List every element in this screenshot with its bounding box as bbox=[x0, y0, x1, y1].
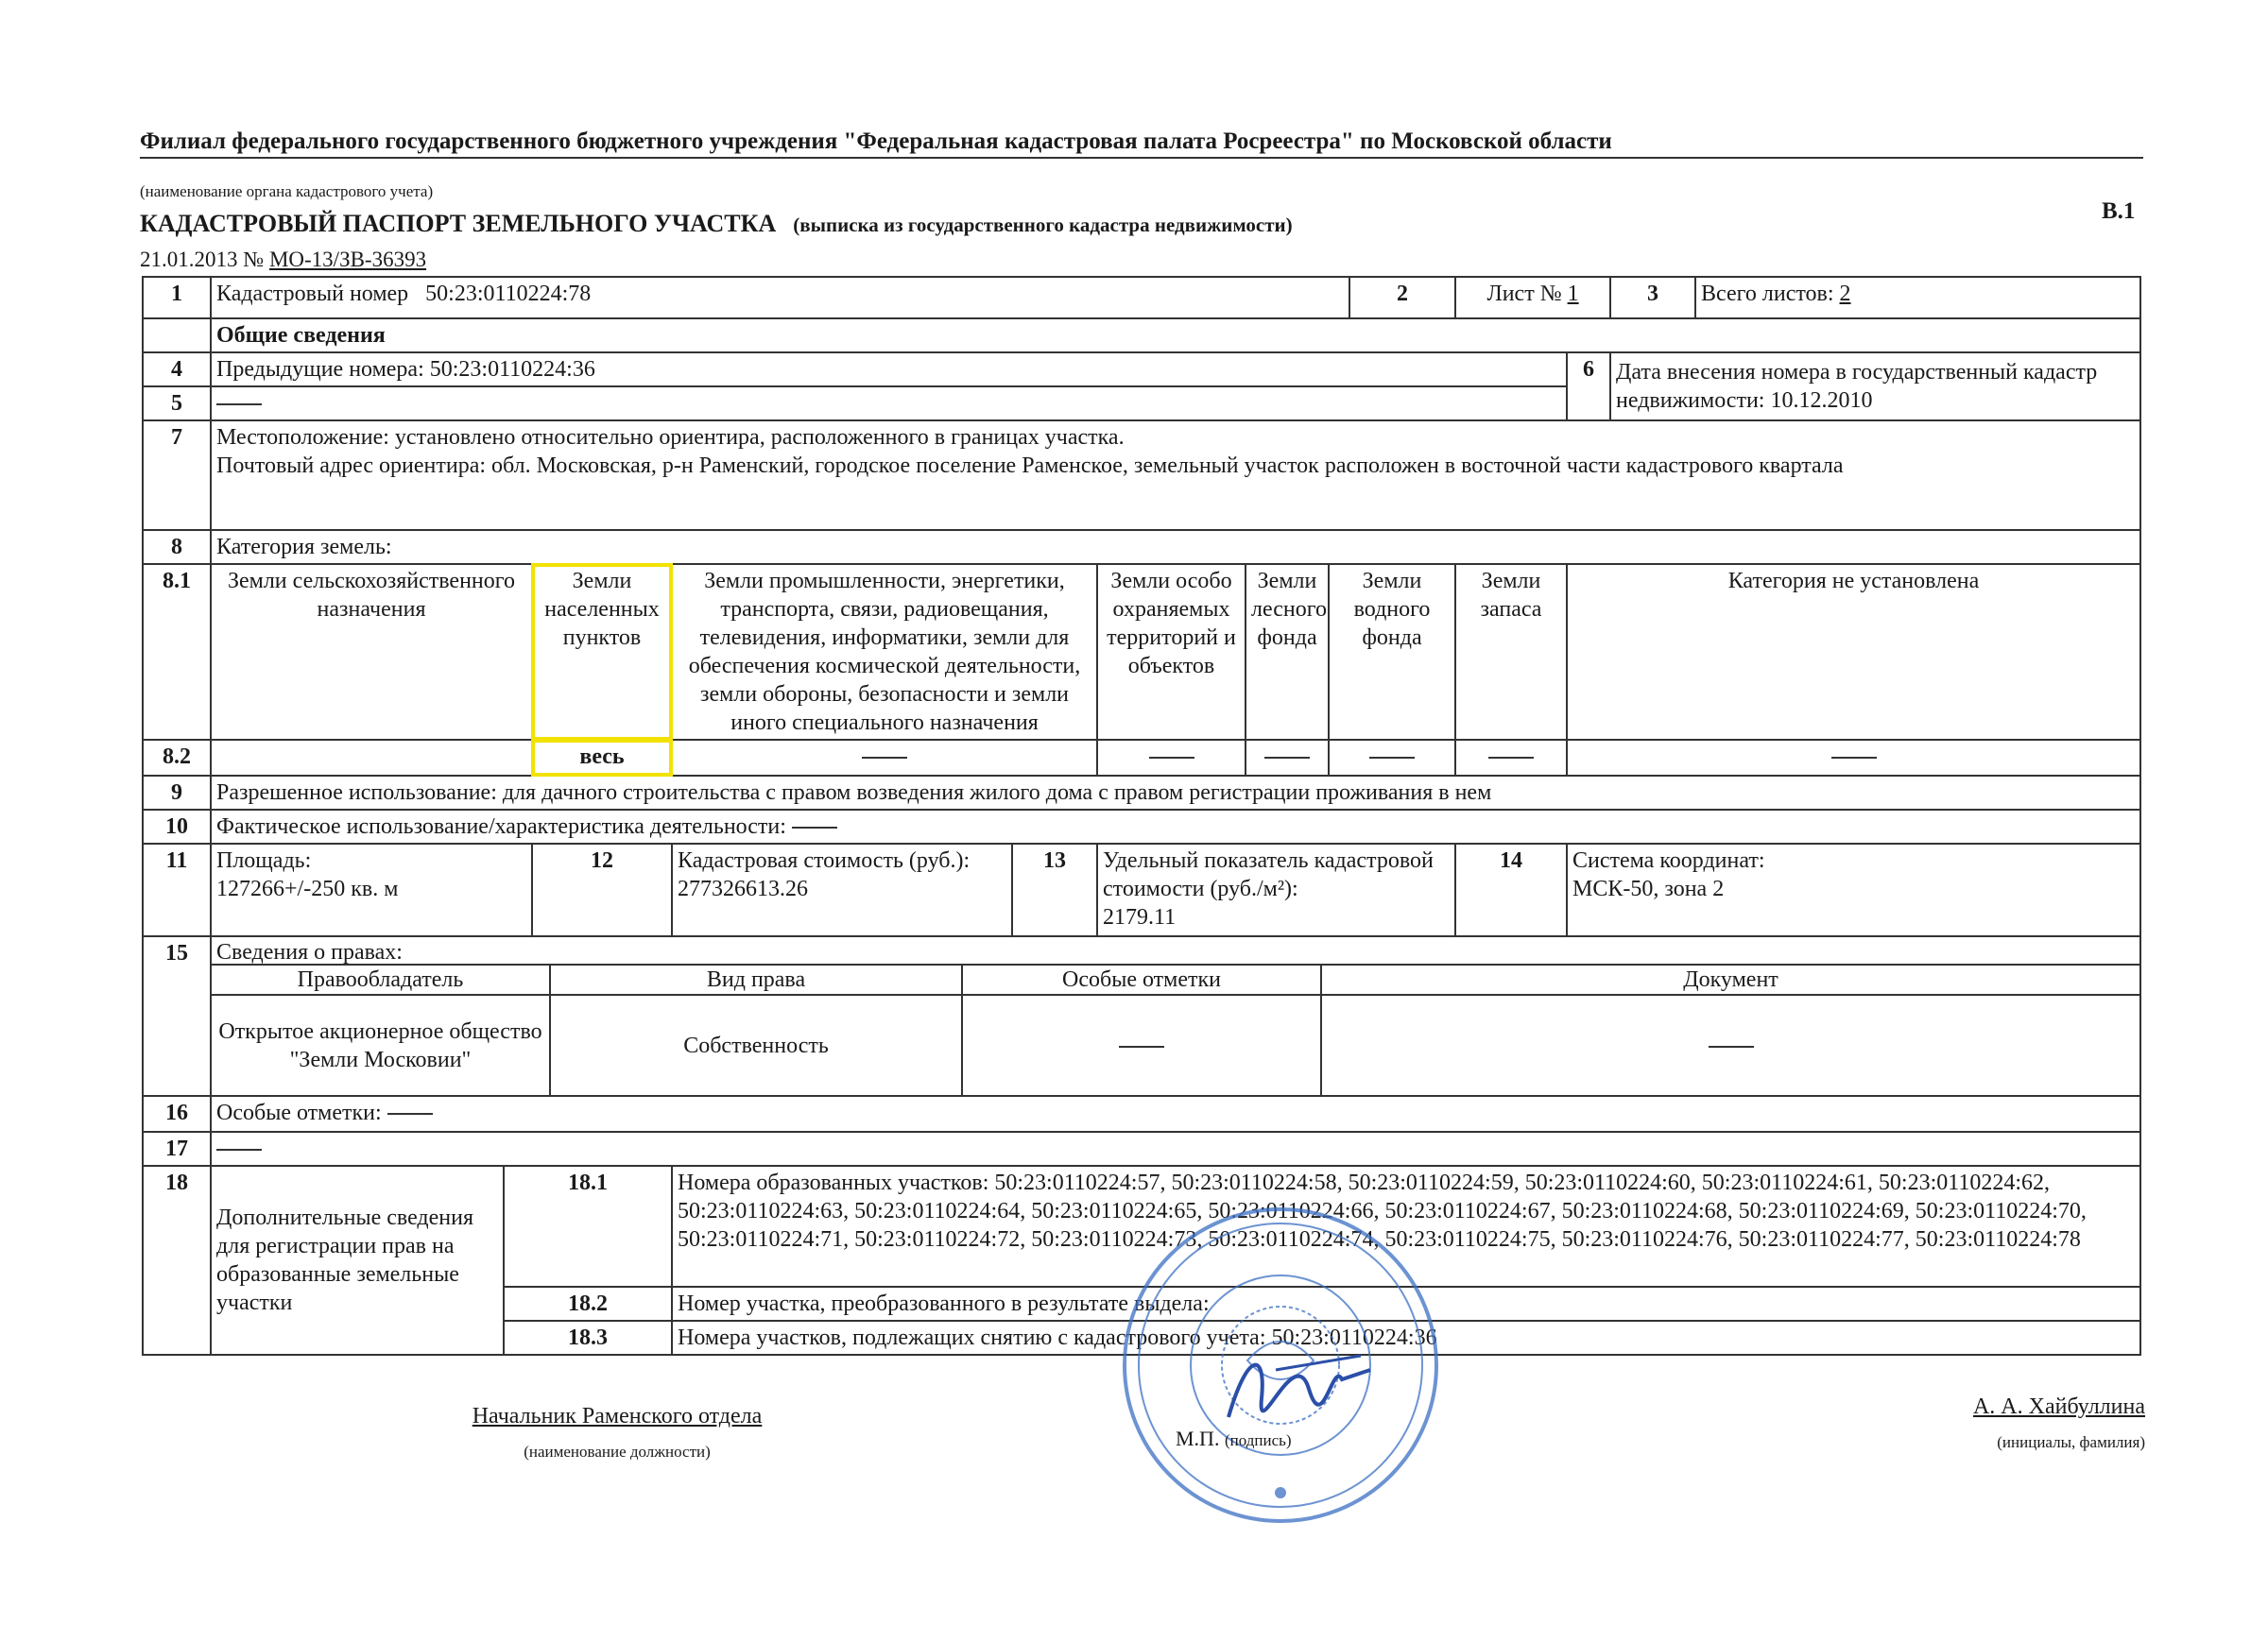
dash-mark bbox=[1264, 757, 1310, 759]
dash-cell bbox=[1097, 740, 1246, 776]
row-number: 9 bbox=[143, 776, 211, 810]
rights-title: Сведения о правах: bbox=[212, 937, 2139, 966]
entry-date: Дата внесения номера в государственный кадастр недвижимости: 10.12.2010 bbox=[1610, 352, 2140, 420]
location-cell bbox=[211, 420, 2140, 530]
sign-note: (подпись) bbox=[1224, 1431, 1292, 1449]
rights-header-holder: Правообладатель bbox=[212, 966, 550, 995]
general-info-heading: Общие сведения bbox=[211, 318, 2140, 352]
formed-parcels: Номера образованных участков: 50:23:0110224:57, 50:23:0110224:58, 50:23:0110224:59, 50:23:0110224:60, 50:23:0110224:61, 50:23:0110224:62, 50:23:0110224:63, 50:23:0110224:64, 50:23:0110224:65, 50:23:0110224:66, 50:23:0110224:67, 50:23:0110224:68, 50:23:0110224:69, 50:23:0110224:70, 50:23:0110224:71, 50:23:0110224:72, 50:23:0110224:73, 50:23:0110224:74, 50:23:0110224:75, 50:23:0110224:76, 50:23:0110224:77, 50:23:0110224:78 bbox=[672, 1166, 2140, 1287]
row-number: 15 bbox=[143, 936, 211, 1096]
empty-cell bbox=[143, 318, 211, 352]
rights-document bbox=[1321, 995, 2139, 1095]
rights-row bbox=[212, 995, 2139, 1095]
category-industrial: Земли промышленности, энергетики, транспорта, связи, радиовещания, телевидения, информатики, земли для обеспечения космической деятельности, земли обороны, безопасности и земли иного специального назначения bbox=[672, 564, 1097, 740]
previous-numbers: Предыдущие номера: 50:23:0110224:36 bbox=[211, 352, 1567, 386]
dash-cell bbox=[1329, 740, 1455, 776]
row-number: 10 bbox=[143, 810, 211, 844]
rights-notes bbox=[962, 995, 1321, 1095]
rights-type: Собственность bbox=[550, 995, 962, 1095]
category-settlements: Земли населенных пунктов bbox=[532, 564, 672, 740]
rights-table bbox=[212, 966, 2139, 1095]
row-number: 18.1 bbox=[504, 1166, 672, 1287]
actual-use-label: Фактическое использование/характеристика деятельности: bbox=[216, 814, 786, 839]
row-number: 1 bbox=[143, 277, 211, 318]
row-number: 5 bbox=[143, 386, 211, 420]
total-sheets-value: 2 bbox=[1839, 282, 1851, 306]
empty-cell bbox=[211, 740, 532, 776]
actual-use bbox=[211, 810, 2140, 844]
row-number: 2 bbox=[1349, 277, 1455, 318]
additional-info-label: Дополнительные сведения для регистрации прав на образованные земельные участки bbox=[211, 1166, 504, 1355]
cadastral-cost-cell bbox=[672, 844, 1012, 936]
dash-mark bbox=[1488, 757, 1534, 759]
rights-cell bbox=[211, 936, 2140, 1096]
total-sheets-cell bbox=[1695, 277, 2140, 318]
row-15 bbox=[143, 936, 2140, 1096]
signatory-name bbox=[1890, 1394, 2145, 1452]
row-number: 18.2 bbox=[504, 1287, 672, 1321]
rights-header-type: Вид права bbox=[550, 966, 962, 995]
cadastral-number-value: 50:23:0110224:78 bbox=[425, 282, 592, 306]
row-number: 11 bbox=[143, 844, 211, 936]
specific-cost-value: 2179.11 bbox=[1103, 905, 1177, 930]
postal-address: Почтовый адрес ориентира: обл. Московская, р-н Раменский, городское поселение Раменское, земельный участок расположен в восточной части кадастрового квартала bbox=[216, 453, 1844, 478]
row-number: 12 bbox=[532, 844, 672, 936]
row-17-value bbox=[211, 1132, 2140, 1166]
land-category-heading: Категория земель: bbox=[211, 530, 2140, 564]
signatory-position bbox=[442, 1404, 792, 1462]
row-number: 6 bbox=[1567, 352, 1610, 420]
category-not-set: Категория не установлена bbox=[1567, 564, 2140, 740]
area-cell bbox=[211, 844, 532, 936]
sheet-value: 1 bbox=[1567, 282, 1579, 306]
title-text: КАДАСТРОВЫЙ ПАСПОРТ ЗЕМЕЛЬНОГО УЧАСТКА bbox=[140, 210, 777, 237]
coordinate-label: Система координат: bbox=[1572, 848, 1765, 873]
row-number: 13 bbox=[1012, 844, 1097, 936]
cadastral-number-label: Кадастровый номер bbox=[216, 282, 409, 306]
permitted-use: Разрешенное использование: для дачного строительства с правом возведения жилого дома с правом регистрации проживания в нем bbox=[211, 776, 2140, 810]
mp-text: М.П. bbox=[1176, 1427, 1220, 1450]
settlements-value: весь bbox=[532, 740, 672, 776]
organization-name: Филиал федерального государственного бюджетного учреждения "Федеральная кадастровая палата Росреестра" по Московской области bbox=[140, 128, 2143, 159]
row-number: 8.2 bbox=[143, 740, 211, 776]
row-11 bbox=[143, 844, 2140, 936]
document-date: 21.01.2013 № bbox=[140, 248, 265, 271]
special-notes bbox=[211, 1096, 2140, 1132]
sheet-cell bbox=[1455, 277, 1610, 318]
category-reserve: Земли запаса bbox=[1455, 564, 1567, 740]
row-number: 7 bbox=[143, 420, 211, 530]
sheet-label: Лист № bbox=[1486, 282, 1562, 306]
row-1 bbox=[143, 277, 2140, 318]
cadastral-number-cell bbox=[211, 277, 1349, 318]
row-5-value bbox=[211, 386, 1567, 420]
specific-cost-cell bbox=[1097, 844, 1455, 936]
row-number: 17 bbox=[143, 1132, 211, 1166]
cost-value: 277326613.26 bbox=[678, 877, 808, 901]
dash-cell bbox=[1567, 740, 2140, 776]
row-17 bbox=[143, 1132, 2140, 1166]
row-number: 8 bbox=[143, 530, 211, 564]
row-number: 4 bbox=[143, 352, 211, 386]
row-number: 8.1 bbox=[143, 564, 211, 740]
category-protected: Земли особо охраняемых территорий и объектов bbox=[1097, 564, 1246, 740]
category-agricultural: Земли сельскохозяйственного назначения bbox=[211, 564, 532, 740]
row-number: 18 bbox=[143, 1166, 211, 1355]
dash-mark bbox=[1119, 1046, 1164, 1048]
specific-cost-label: Удельный показатель кадастровой стоимости (руб./м²): bbox=[1103, 848, 1434, 901]
area-value: 127266+/-250 кв. м bbox=[216, 877, 399, 901]
position-note: (наименование должности) bbox=[524, 1443, 711, 1461]
row-10 bbox=[143, 810, 2140, 844]
seal-label bbox=[1176, 1427, 1292, 1451]
document-title bbox=[140, 210, 1293, 238]
coordinate-value: МСК-50, зона 2 bbox=[1572, 877, 1725, 901]
document-number: МО-13/ЗВ-36393 bbox=[268, 248, 427, 271]
organization-note: (наименование органа кадастрового учета) bbox=[140, 182, 434, 200]
transformed-parcel: Номер участка, преобразованного в результате выдела: bbox=[672, 1287, 2140, 1321]
row-number: 3 bbox=[1610, 277, 1695, 318]
dash-mark bbox=[1831, 757, 1877, 759]
row-general bbox=[143, 318, 2140, 352]
special-notes-label: Особые отметки: bbox=[216, 1101, 382, 1125]
category-water: Земли водного фонда bbox=[1329, 564, 1455, 740]
name-text: А. А. Хайбуллина bbox=[1972, 1394, 2145, 1419]
page-code: В.1 bbox=[2102, 198, 2136, 224]
row-number: 14 bbox=[1455, 844, 1567, 936]
signature-icon bbox=[1219, 1332, 1380, 1436]
row-4 bbox=[143, 352, 2140, 386]
row-9 bbox=[143, 776, 2140, 810]
area-label: Площадь: bbox=[216, 848, 312, 873]
document-date-number bbox=[140, 248, 426, 272]
dash-mark bbox=[216, 403, 262, 405]
position-title: Начальник Раменского отдела bbox=[472, 1404, 763, 1428]
dash-mark bbox=[1149, 757, 1194, 759]
dash-mark bbox=[1709, 1046, 1754, 1048]
row-7 bbox=[143, 420, 2140, 530]
dash-mark bbox=[216, 1149, 262, 1151]
dash-cell bbox=[1246, 740, 1329, 776]
coordinate-system-cell bbox=[1567, 844, 2140, 936]
row-8-1 bbox=[143, 564, 2140, 740]
row-8 bbox=[143, 530, 2140, 564]
location-line: Местоположение: установлено относительно ориентира, расположенного в границах участка. bbox=[216, 425, 1125, 450]
row-number: 18.3 bbox=[504, 1321, 672, 1355]
row-8-2 bbox=[143, 740, 2140, 776]
rights-header-row bbox=[212, 966, 2139, 995]
dash-mark bbox=[1369, 757, 1415, 759]
row-16 bbox=[143, 1096, 2140, 1132]
dash-mark bbox=[862, 757, 907, 759]
rights-holder: Открытое акционерное общество "Земли Московии" bbox=[212, 995, 550, 1095]
cost-label: Кадастровая стоимость (руб.): bbox=[678, 848, 971, 873]
row-number: 16 bbox=[143, 1096, 211, 1132]
removed-parcels: Номера участков, подлежащих снятию с кадастрового учета: 50:23:0110224:36 bbox=[672, 1321, 2140, 1355]
dash-mark bbox=[792, 827, 837, 829]
category-forest: Земли лесного фонда bbox=[1246, 564, 1329, 740]
dash-cell bbox=[1455, 740, 1567, 776]
cadastral-table bbox=[142, 276, 2141, 1356]
title-subtitle: (выписка из государственного кадастра недвижимости) bbox=[793, 214, 1293, 236]
dash-mark bbox=[387, 1113, 433, 1115]
rights-header-document: Документ bbox=[1321, 966, 2139, 995]
dash-cell bbox=[672, 740, 1097, 776]
total-sheets-label: Всего листов: bbox=[1701, 282, 1834, 306]
rights-header-notes: Особые отметки bbox=[962, 966, 1321, 995]
name-note: (инициалы, фамилия) bbox=[1997, 1433, 2145, 1451]
